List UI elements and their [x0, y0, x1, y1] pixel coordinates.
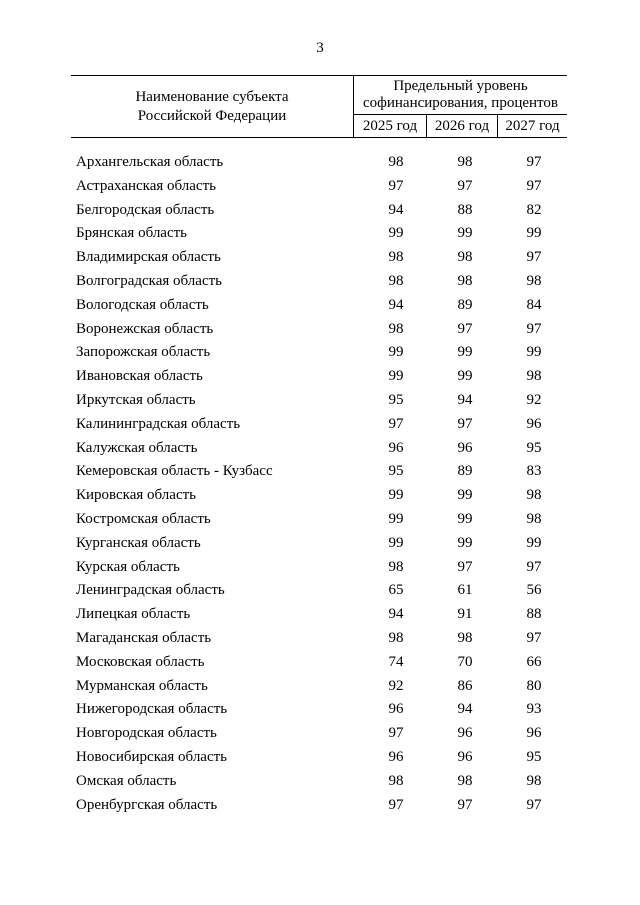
region-name: Белгородская область	[76, 201, 215, 218]
value-2025: 96	[388, 701, 404, 718]
table-row	[0, 175, 640, 199]
value-2026: 89	[457, 463, 473, 480]
value-2027: 97	[526, 154, 542, 170]
table-row	[0, 556, 640, 580]
value-2025: 98	[388, 629, 404, 646]
region-name: Запорожская область	[76, 344, 211, 361]
value-2025: 97	[388, 725, 404, 742]
value-2026: 89	[457, 296, 473, 313]
value-2026: 94	[457, 701, 473, 718]
region-name: Нижегородская область	[76, 701, 228, 718]
value-2025: 99	[388, 534, 404, 551]
value-2026: 98	[457, 772, 473, 789]
region-name: Владимирская область	[76, 249, 221, 266]
region-column-header	[71, 75, 353, 138]
value-2025: 98	[388, 154, 404, 170]
value-2026: 99	[457, 510, 473, 527]
value-2026: 99	[457, 225, 473, 242]
value-2025: 99	[388, 510, 404, 527]
table-row	[0, 151, 640, 175]
value-2027: 97	[526, 320, 542, 337]
region-name: Омская область	[76, 772, 177, 789]
table-row	[0, 437, 640, 461]
value-2027: 95	[526, 439, 542, 456]
region-name: Костромская область	[76, 510, 211, 527]
value-2026: 97	[457, 177, 473, 194]
value-2025: 94	[388, 296, 404, 313]
value-2026: 99	[457, 344, 473, 361]
value-2025: 96	[388, 439, 404, 456]
value-2025: 98	[388, 272, 404, 289]
table-row	[0, 770, 640, 794]
value-2025: 92	[388, 677, 404, 694]
value-2027: 80	[526, 677, 542, 694]
table-row	[0, 460, 640, 484]
table-row	[0, 270, 640, 294]
table-body	[0, 151, 640, 817]
value-2027: 97	[526, 558, 542, 575]
value-2025: 98	[388, 558, 404, 575]
value-2027: 56	[526, 582, 542, 599]
value-2027: 97	[526, 796, 542, 813]
value-2027: 96	[526, 415, 542, 432]
value-2025: 96	[388, 748, 404, 765]
value-2027: 98	[526, 772, 542, 789]
region-name: Оренбургская область	[76, 796, 218, 813]
value-2026: 97	[457, 796, 473, 813]
table-row	[0, 365, 640, 389]
year-header-2027: 2027 год	[505, 118, 560, 134]
region-name: Астраханская область	[76, 177, 216, 194]
value-2025: 95	[388, 463, 404, 480]
value-2027: 99	[526, 534, 542, 551]
value-2025: 94	[388, 201, 404, 218]
value-2025: 98	[388, 772, 404, 789]
cofin-header-line2: софинансирования, процентов	[363, 94, 558, 111]
value-2026: 97	[457, 558, 473, 575]
value-2026: 97	[457, 320, 473, 337]
value-2027: 97	[526, 249, 542, 266]
region-name: Калужская область	[76, 439, 198, 456]
value-2025: 97	[388, 415, 404, 432]
value-2026: 98	[457, 629, 473, 646]
value-2025: 95	[388, 391, 404, 408]
value-2027: 99	[526, 225, 542, 242]
value-2027: 82	[526, 201, 542, 218]
region-name: Курская область	[76, 558, 180, 575]
region-name: Новосибирская область	[76, 748, 228, 765]
value-2025: 98	[388, 249, 404, 266]
table-row	[0, 651, 640, 675]
region-name: Брянская область	[76, 225, 188, 242]
region-name: Курганская область	[76, 534, 201, 551]
value-2026: 94	[457, 391, 473, 408]
region-name: Архангельская область	[76, 154, 224, 170]
region-name: Ивановская область	[76, 368, 203, 385]
value-2026: 96	[457, 439, 473, 456]
region-name: Кемеровская область - Кузбасс	[76, 463, 273, 480]
value-2027: 95	[526, 748, 542, 765]
value-2027: 97	[526, 177, 542, 194]
table-row	[0, 341, 640, 365]
table-row	[0, 627, 640, 651]
region-name: Мурманская область	[76, 677, 208, 694]
value-2025: 99	[388, 368, 404, 385]
region-name: Липецкая область	[76, 606, 191, 623]
year-header-2026: 2026 год	[434, 118, 490, 134]
value-2027: 96	[526, 725, 542, 742]
region-name: Калининградская область	[76, 415, 241, 432]
value-2025: 98	[388, 320, 404, 337]
region-name: Волгоградская область	[76, 272, 222, 289]
table-row	[0, 413, 640, 437]
value-2026: 86	[457, 677, 473, 694]
table-header	[71, 75, 567, 138]
value-2026: 99	[457, 534, 473, 551]
value-2025: 74	[388, 653, 404, 670]
value-2027: 97	[526, 629, 542, 646]
table-row	[0, 698, 640, 722]
value-2025: 99	[388, 487, 404, 504]
value-2025: 97	[388, 796, 404, 813]
value-2027: 83	[526, 463, 542, 480]
table-row	[0, 199, 640, 223]
table-row	[0, 532, 640, 556]
table-row	[0, 484, 640, 508]
value-2026: 88	[457, 201, 473, 218]
table-row	[0, 508, 640, 532]
value-2026: 70	[457, 653, 473, 670]
table-row	[0, 794, 640, 818]
table-row	[0, 746, 640, 770]
value-2026: 98	[457, 154, 473, 170]
value-2026: 98	[457, 272, 473, 289]
value-2027: 84	[526, 296, 542, 313]
value-2025: 65	[388, 582, 404, 599]
value-2026: 61	[457, 582, 473, 599]
table-row	[0, 722, 640, 746]
value-2027: 88	[526, 606, 542, 623]
value-2027: 92	[526, 391, 542, 408]
value-2027: 66	[526, 653, 542, 670]
table-row	[0, 389, 640, 413]
table-row	[0, 246, 640, 270]
value-2026: 96	[457, 748, 473, 765]
value-2027: 98	[526, 487, 542, 504]
table-row	[0, 222, 640, 246]
region-name: Новгородская область	[76, 725, 217, 742]
value-2027: 93	[526, 701, 542, 718]
table-row	[0, 318, 640, 342]
table-row	[0, 603, 640, 627]
region-name: Ленинградская область	[76, 582, 225, 599]
value-2026: 99	[457, 368, 473, 385]
value-2026: 91	[457, 606, 473, 623]
table-row	[0, 294, 640, 318]
page-number: 3	[316, 40, 324, 56]
cofinancing-column-header	[354, 75, 567, 114]
value-2026: 99	[457, 487, 473, 504]
value-2025: 99	[388, 225, 404, 242]
region-header-line2: Российской Федерации	[137, 107, 287, 124]
value-2025: 99	[388, 344, 404, 361]
region-name: Кировская область	[76, 487, 197, 504]
value-2026: 98	[457, 249, 473, 266]
value-2026: 97	[457, 415, 473, 432]
region-name: Магаданская область	[76, 629, 212, 646]
region-name: Московская область	[76, 653, 205, 670]
year-header-2025: 2025 год	[362, 118, 418, 134]
table-row	[0, 675, 640, 699]
region-header-line1: Наименование субъекта	[135, 88, 289, 105]
region-name: Воронежская область	[76, 320, 214, 337]
region-name: Вологодская область	[76, 296, 209, 313]
value-2025: 97	[388, 177, 404, 194]
value-2027: 99	[526, 344, 542, 361]
value-2025: 94	[388, 606, 404, 623]
table-row	[0, 579, 640, 603]
value-2027: 98	[526, 510, 542, 527]
value-2026: 96	[457, 725, 473, 742]
region-name: Иркутская область	[76, 391, 196, 408]
value-2027: 98	[526, 368, 542, 385]
value-2027: 98	[526, 272, 542, 289]
cofin-header-line1: Предельный уровень	[393, 77, 528, 94]
